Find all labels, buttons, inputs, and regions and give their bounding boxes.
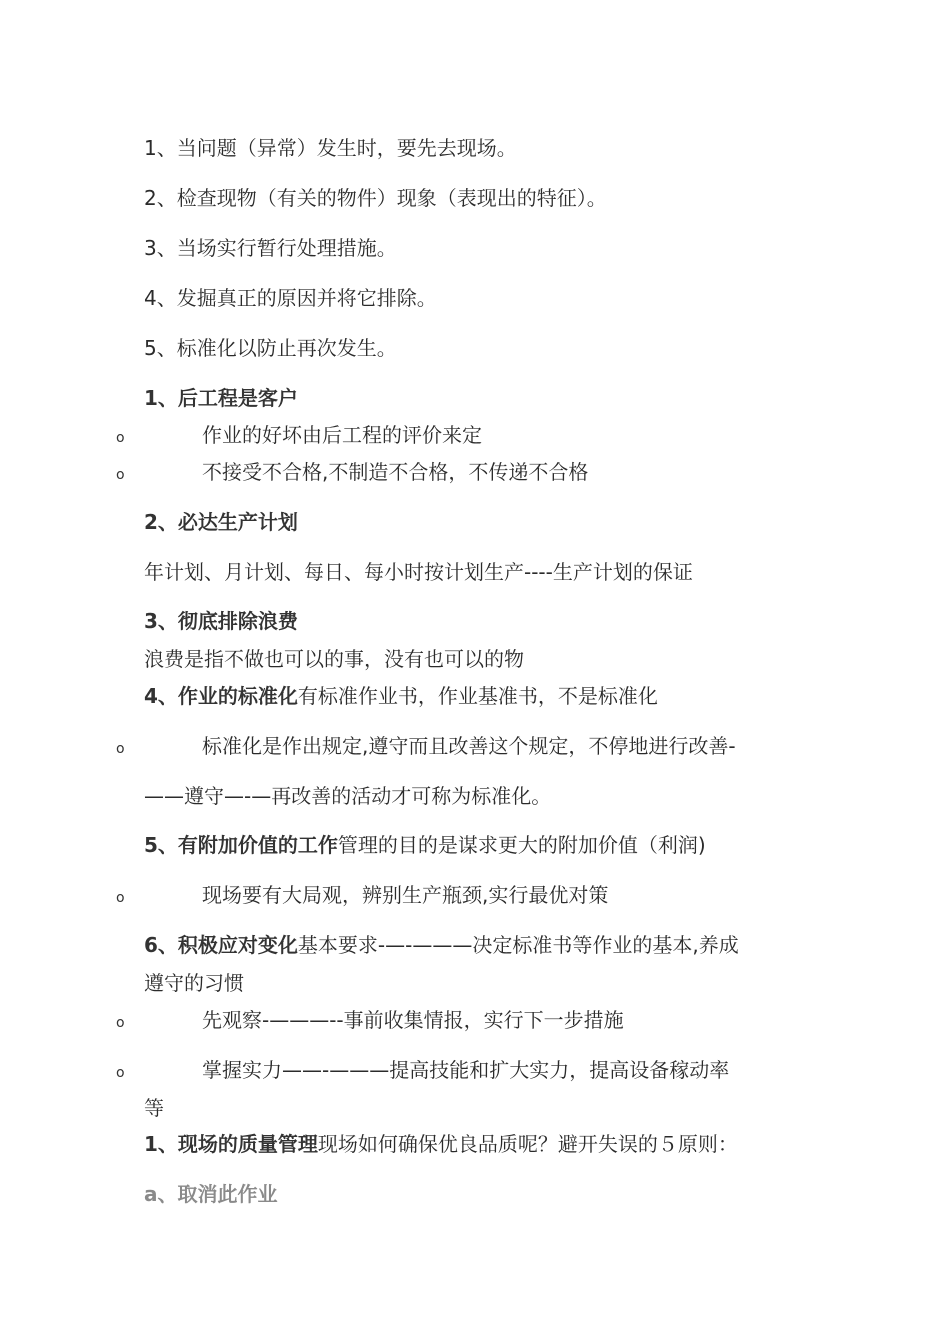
principle-6-text: 基本要求-—-———决定标准书等作业的基本,养成 <box>297 933 739 957</box>
principle-5-line <box>144 833 706 857</box>
principle-4-bullet: 标准化是作出规定,遵守而且改善这个规定，不停地进行改善- <box>202 734 736 758</box>
principle-6-line <box>144 933 739 957</box>
principle-1-bullet-1: 作业的好坏由后工程的评价来定 <box>202 423 482 447</box>
quality-line <box>144 1132 738 1156</box>
principle-6-bullet-2: 掌握实力——-———提高技能和扩大实力，提高设备稼动率 <box>202 1058 730 1082</box>
principle-6-bullet-continuation: 等 <box>144 1096 164 1120</box>
principle-3-heading: 3、彻底排除浪费 <box>144 609 298 633</box>
step-2: 2、检查现物（有关的物件）现象（表现出的特征）。 <box>144 186 607 210</box>
bullet-marker: o <box>116 741 125 757</box>
principle-6-heading: 6、积极应对变化 <box>144 933 298 957</box>
quality-text: 现场如何确保优良品质呢？避开失误的５原则： <box>317 1132 738 1156</box>
principle-4-text: 有标准作业书，作业基准书，不是标准化 <box>297 684 658 708</box>
quality-sub-item: a、取消此作业 <box>144 1182 278 1206</box>
principle-3-text: 浪费是指不做也可以的事，没有也可以的物 <box>144 647 524 671</box>
principle-6-bullet-1: 先观察-———--事前收集情报，实行下一步措施 <box>202 1008 624 1032</box>
principle-5-heading: 5、有附加价值的工作 <box>144 833 338 857</box>
step-3: 3、当场实行暂行处理措施。 <box>144 236 397 260</box>
bullet-marker: o <box>116 467 125 483</box>
principle-2-heading: 2、必达生产计划 <box>144 510 298 534</box>
bullet-marker: o <box>116 1065 125 1081</box>
principle-2-text: 年计划、月计划、每日、每小时按计划生产----生产计划的保证 <box>144 560 693 584</box>
principle-1-heading: 1、后工程是客户 <box>144 386 298 410</box>
bullet-marker: o <box>116 1015 125 1031</box>
step-4: 4、发掘真正的原因并将它排除。 <box>144 286 437 310</box>
principle-4-continuation: ——遵守—-—再改善的活动才可称为标准化。 <box>144 784 552 808</box>
principle-5-bullet: 现场要有大局观，辨别生产瓶颈,实行最优对策 <box>202 883 609 907</box>
principle-6-continuation: 遵守的习惯 <box>144 971 244 995</box>
principle-1-bullet-2: 不接受不合格,不制造不合格，不传递不合格 <box>202 460 589 484</box>
principle-5-text: 管理的目的是谋求更大的附加价值（利润) <box>337 833 706 857</box>
bullet-marker: o <box>116 430 125 446</box>
step-1: 1、当问题（异常）发生时，要先去现场。 <box>144 136 517 160</box>
step-5: 5、标准化以防止再次发生。 <box>144 336 397 360</box>
bullet-marker: o <box>116 890 125 906</box>
principle-4-heading: 4、作业的标准化 <box>144 684 298 708</box>
quality-heading: 1、现场的质量管理 <box>144 1132 318 1156</box>
principle-4-line <box>144 684 658 708</box>
